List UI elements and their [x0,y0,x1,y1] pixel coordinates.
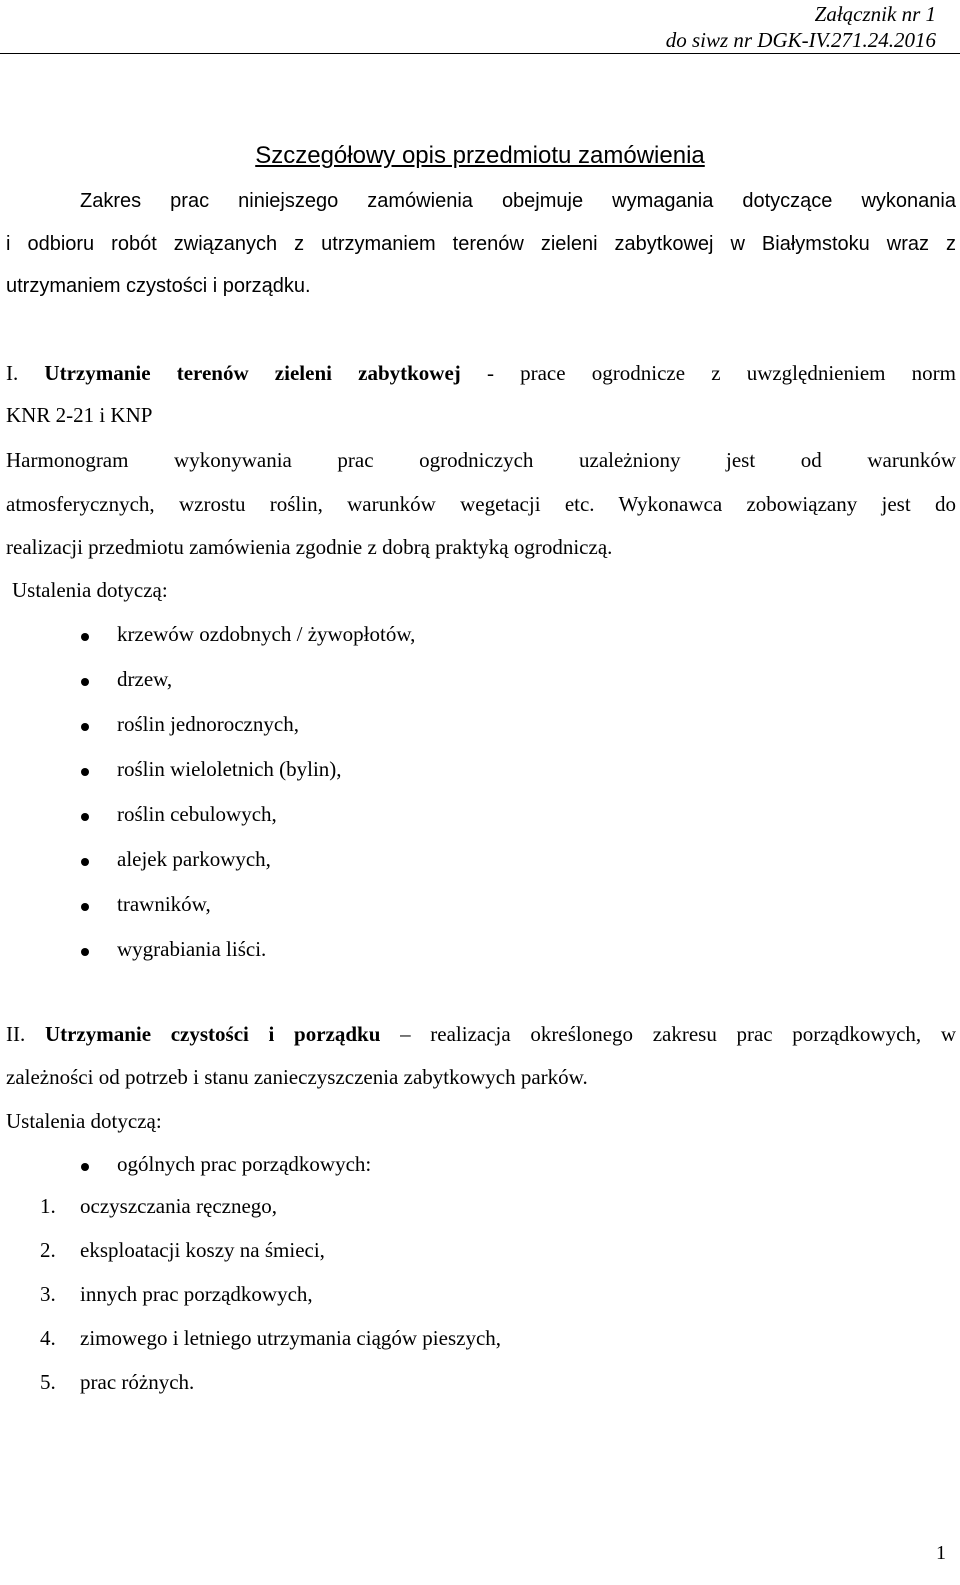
list-number: 5. [40,1370,56,1394]
bullet-icon [81,768,89,776]
bullet-icon [81,903,89,911]
bullet-icon [81,1163,89,1171]
page-title: Szczegółowy opis przedmiotu zamówienia [255,142,705,169]
bullet-icon [81,948,89,956]
list-item: eksploatacji koszy na śmieci, [80,1238,325,1262]
list-item: alejek parkowych, [117,847,271,871]
section-1-para-line-3: realizacji przedmiotu zamówienia zgodnie z dobrą praktyką ogrodniczą. [6,535,613,559]
section-2-heading [6,1024,956,1045]
section-1-para-line-2: atmosferycznych, wzrostu roślin, warunków wegetacji etc. Wykonawca zobowiązany jest do [6,492,956,516]
list-item: roślin cebulowych, [117,802,277,826]
section-1-heading [6,363,956,384]
bullet-icon [81,858,89,866]
list-item: roślin jednorocznych, [117,712,299,736]
section-2-subtitle: – realizacja określonego zakresu prac porządkowych, w [400,1022,957,1046]
section-1-subtitle: - prace ogrodnicze z uwzględnieniem norm [486,361,956,385]
list-item: prac różnych. [80,1370,195,1394]
intro-line-1: Zakres prac niniejszego zamówienia obejmuje wymagania dotyczące wykonania [80,190,956,212]
section-1-norm: KNR 2-21 i KNP [6,403,153,427]
list-item: trawników, [117,892,211,916]
list-number: 3. [40,1282,56,1306]
list-number: 2. [40,1238,56,1262]
bullet-icon [81,723,89,731]
list-item: oczyszczania ręcznego, [80,1194,278,1218]
header-divider [0,53,960,54]
tender-reference: do siwz nr DGK-IV.271.24.2016 [665,28,936,52]
bullet-icon [81,813,89,821]
list-number: 4. [40,1326,56,1350]
list-item: drzew, [117,667,173,691]
section-1-ustalenia: Ustalenia dotyczą: [12,578,168,602]
section-2-number: II. [6,1022,26,1046]
section-1-number: I. [6,361,19,385]
list-item: wygrabiania liści. [117,937,267,961]
list-item: krzewów ozdobnych / żywopłotów, [117,622,416,646]
list-number: 1. [40,1194,56,1218]
list-item: innych prac porządkowych, [80,1282,313,1306]
section-1-title: Utrzymanie terenów zieleni zabytkowej [44,361,461,385]
section-1-para-line-1: Harmonogram wykonywania prac ogrodniczych uzależniony jest od warunków [6,448,956,472]
section-2-title: Utrzymanie czystości i porządku [44,1022,381,1046]
intro-line-2: i odbioru robót związanych z utrzymaniem terenów zieleni zabytkowej w Białymstoku wraz z [6,233,956,255]
bullet-icon [81,678,89,686]
list-item: roślin wieloletnich (bylin), [117,757,342,781]
attachment-label: Załącznik nr 1 [814,2,936,26]
bullet-icon [81,633,89,641]
section-2-bullet-item: ogólnych prac porządkowych: [117,1152,372,1176]
list-item: zimowego i letniego utrzymania ciągów pieszych, [80,1326,502,1350]
section-2-ustalenia: Ustalenia dotyczą: [6,1109,162,1133]
section-2-line-2: zależności od potrzeb i stanu zanieczyszczenia zabytkowych parków. [6,1065,588,1089]
intro-line-3: utrzymaniem czystości i porządku. [6,275,311,297]
page-number: 1 [936,1542,946,1564]
